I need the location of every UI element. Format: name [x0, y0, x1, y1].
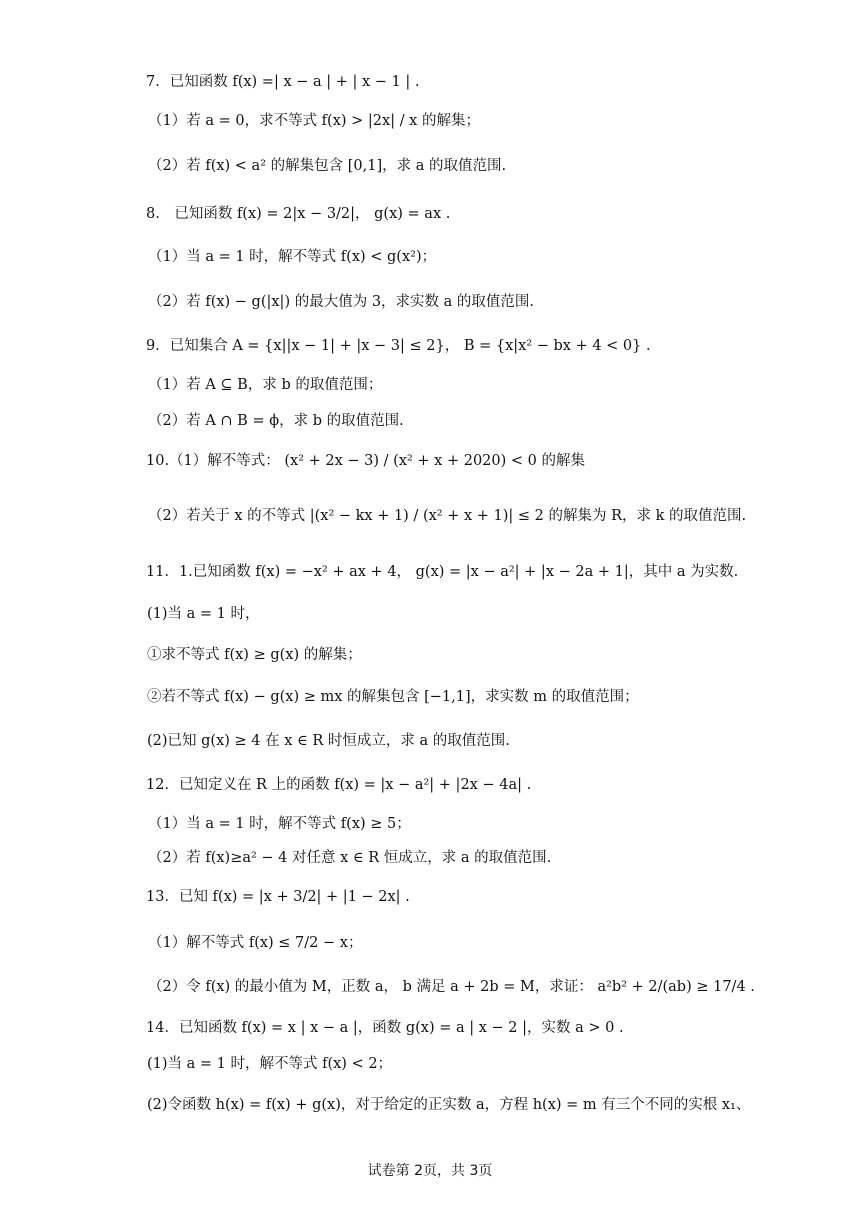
problem-7-part-1: （1）若 a = 0，求不等式 f(x) > |2x| / x 的解集；	[148, 113, 480, 129]
problem-14-stem: 14．已知函数 f(x) = x | x − a |，函数 g(x) = a | x − 2 |，实数 a > 0 .	[146, 1020, 624, 1036]
problem-10-part-2: （2）若关于 x 的不等式 |(x² − kx + 1) / (x² + x + 1)| ≤ 2 的解集为 R，求 k 的取值范围.	[148, 508, 747, 524]
problem-13-stem: 13．已知 f(x) = |x + 3/2| + |1 − 2x| .	[146, 889, 410, 905]
problem-12-stem: 12．已知定义在 R 上的函数 f(x) = |x − a²| + |2x − 4a| .	[146, 777, 532, 793]
problem-14-part-1: (1)当 a = 1 时，解不等式 f(x) < 2；	[147, 1056, 393, 1072]
problem-9-part-1: （1）若 A ⊆ B，求 b 的取值范围；	[148, 377, 383, 393]
problem-11-part-1: (1)当 a = 1 时，	[147, 606, 260, 622]
problem-8-stem: 8. 已知函数 f(x) = 2|x − 3/2|， g(x) = ax .	[146, 206, 451, 222]
problem-12-part-1: （1）当 a = 1 时，解不等式 f(x) ≥ 5；	[148, 816, 411, 832]
problem-10-part-1: 10.（1）解不等式： (x² + 2x − 3) / (x² + x + 2020) < 0 的解集	[146, 453, 585, 469]
problem-9-part-2: （2）若 A ∩ B = ϕ，求 b 的取值范围.	[148, 413, 404, 429]
problem-11-part-1-b: ②若不等式 f(x) − g(x) ≥ mx 的解集包含 [−1,1]，求实数 m 的取值范围；	[147, 689, 639, 705]
problem-9-stem: 9．已知集合 A = {x||x − 1| + |x − 3| ≤ 2}， B = {x|x² − bx + 4 < 0} .	[146, 338, 651, 354]
page-footer: 试卷第 2页，共 3页	[367, 1163, 493, 1179]
problem-11-part-1-a: ①求不等式 f(x) ≥ g(x) 的解集；	[147, 647, 362, 663]
problem-14-part-2: (2)令函数 h(x) = f(x) + g(x)，对于给定的正实数 a，方程 h(x) = m 有三个不同的实根 x₁、	[147, 1097, 751, 1113]
problem-13-part-2: （2）令 f(x) 的最小值为 M，正数 a， b 满足 a + 2b = M，求证： a²b² + 2/(ab) ≥ 17/4 .	[148, 979, 755, 995]
problem-7-stem: 7．已知函数 f(x) =| x − a | + | x − 1 | .	[146, 74, 420, 90]
problem-11-part-2: (2)已知 g(x) ≥ 4 在 x ∈ R 时恒成立，求 a 的取值范围.	[147, 733, 510, 749]
problem-13-part-1: （1）解不等式 f(x) ≤ 7/2 − x；	[148, 935, 363, 951]
problem-7-part-2: （2）若 f(x) < a² 的解集包含 [0,1]，求 a 的取值范围.	[148, 158, 507, 174]
problem-8-part-1: （1）当 a = 1 时，解不等式 f(x) < g(x²)；	[148, 249, 437, 265]
problem-12-part-2: （2）若 f(x)≥a² − 4 对任意 x ∈ R 恒成立，求 a 的取值范围.	[148, 850, 552, 866]
problem-8-part-2: （2）若 f(x) − g(|x|) 的最大值为 3，求实数 a 的取值范围.	[148, 294, 535, 310]
problem-11-stem: 11．1.已知函数 f(x) = −x² + ax + 4， g(x) = |x − a²| + |x − 2a + 1|，其中 a 为实数.	[146, 564, 739, 580]
